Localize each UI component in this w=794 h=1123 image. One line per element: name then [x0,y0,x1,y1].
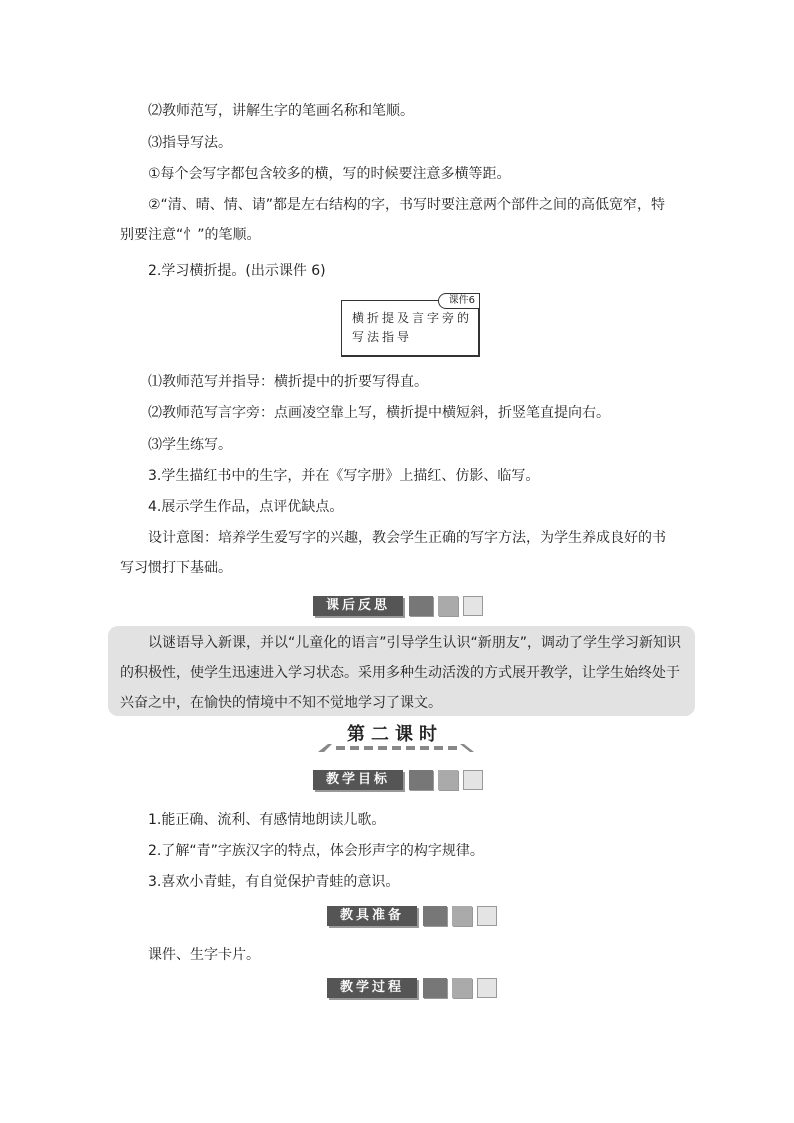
design-intent-paragraph: 设计意图：培养学生爱写字的兴趣，教会学生正确的写字方法，为学生养成良好的书写习惯打下基础。 [120,530,666,576]
courseware-tag: 课件6 [438,293,480,309]
banner-block [452,978,472,998]
tip-2-paragraph: ②“清、晴、情、请”都是左右结构的字，书写时要注意两个部件之间的高低宽窄，特别要注意“忄”的笔顺。 [120,197,666,243]
lesson-title: 第二课时 [347,724,443,745]
banner-block [423,978,447,998]
radical-line: ⑵教师范写言字旁：点画凌空靠上写，横折提中横短斜，折竖笔直提向右。 [148,405,610,421]
reflection-text: 以谜语导入新课，并以“儿童化的语言”引导学生认识“新朋友”，调动了学生学习新知识的积极性，使学生迅速进入学习状态。采用多种生动活泼的方式展开教学，让学生始终处于兴奋之中，在愉快的情境中不知不觉地学习了课文。 [120,635,682,711]
banner-label: 教学过程 [327,978,417,998]
goal-item: 2.了解“青”字族汉字的特点，体会形声字的构字规律。 [148,843,484,859]
reflection-box [108,626,695,716]
lesson-title-dashes [318,744,474,752]
banner-block [477,906,497,926]
banner-block [463,770,483,790]
goal-item: 3.喜欢小青蛙，有自觉保护青蛙的意识。 [148,874,400,890]
banner-block [477,978,497,998]
banner-block [438,770,458,790]
tools-text: 课件、生字卡片。 [148,947,260,963]
banner-label: 教具准备 [327,906,417,926]
item-3-line: 3.学生描红书中的生字，并在《写字册》上描红、仿影、临写。 [148,468,540,484]
banner-block [409,596,433,616]
tip-1-line: ①每个会写字都包含较多的横，写的时候要注意多横等距。 [148,166,511,182]
banner-block [409,770,433,790]
demo-line: ⑴教师范写并指导：横折提中的折要写得直。 [148,374,428,390]
banner-label: 教学目标 [313,770,403,790]
goal-item: 1.能正确、流利、有感情地朗读儿歌。 [148,812,386,828]
step-2-line: ⑵教师范写，讲解生字的笔画名称和笔顺。 [148,103,414,119]
banner-label: 课后反思 [313,596,403,616]
banner-block [463,596,483,616]
banner-block [438,596,458,616]
courseware-card [341,295,480,357]
banner-block [452,906,472,926]
item-4-line: 4.展示学生作品，点评优缺点。 [148,499,344,515]
practice-line: ⑶学生练写。 [148,437,232,453]
banner-block [423,906,447,926]
step-3-line: ⑶指导写法。 [148,135,232,151]
item-2-line: 2.学习横折提。(出示课件 6) [148,263,326,279]
courseware-card-text: 横折提及言字旁的写法指导 [352,311,473,344]
